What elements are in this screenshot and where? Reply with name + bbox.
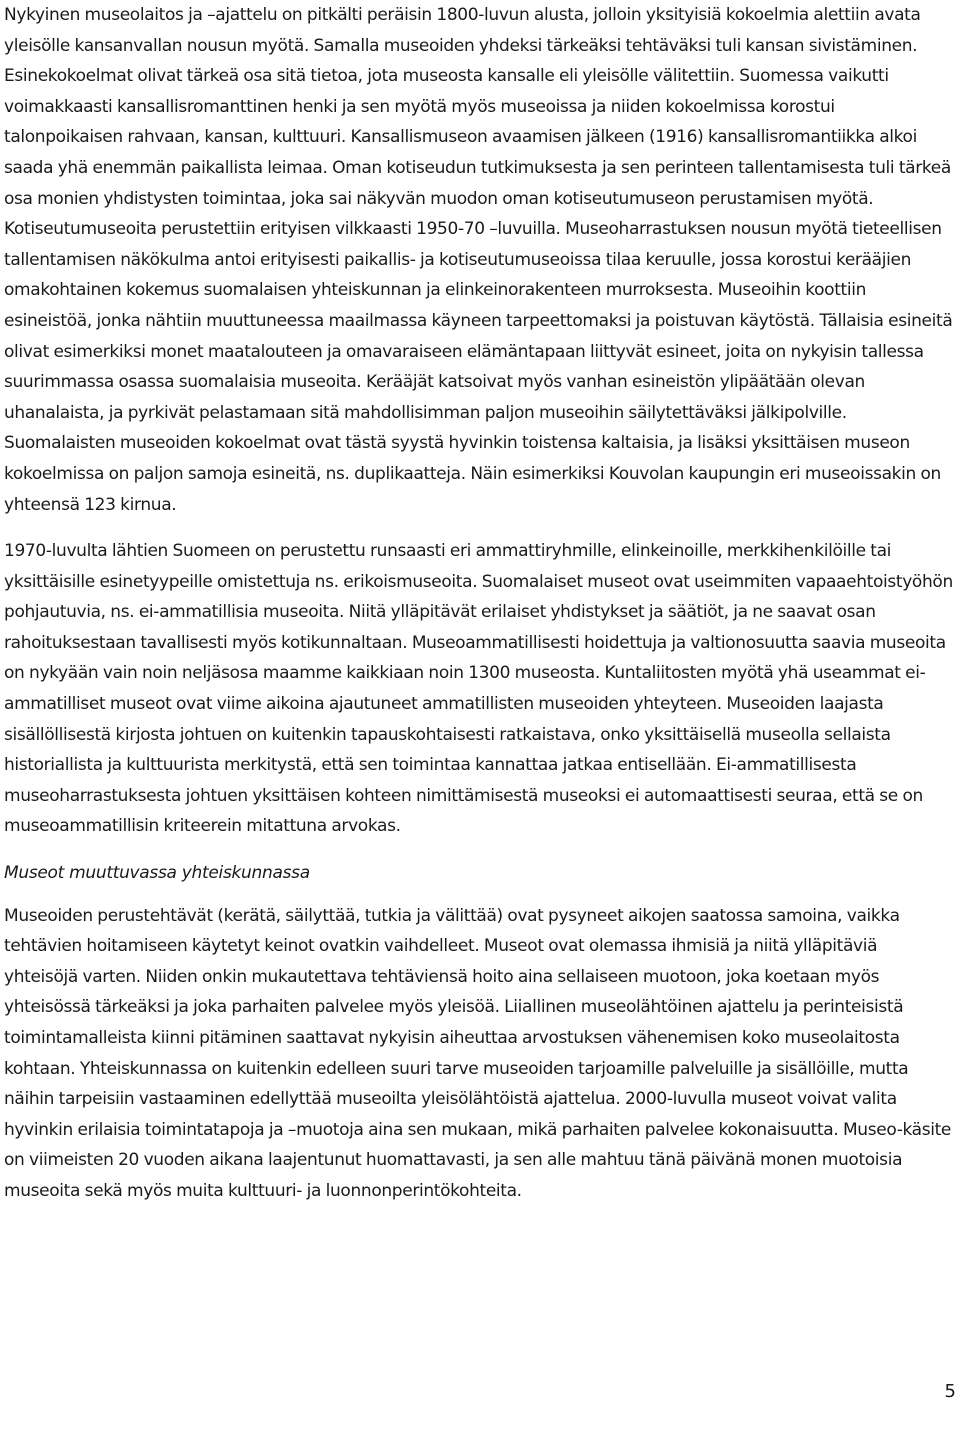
page-number: 5 xyxy=(944,1381,956,1402)
document-page xyxy=(4,0,954,1207)
paragraph-special-museums: 1970-luvulta lähtien Suomeen on perustettu runsaasti eri ammattiryhmille, elinkeinoille, merkkihenkilöille tai yksittäisille esinetyypeille omistettuja ns. erikoismuseoita. Suomalaiset museot ovat useimmiten vapaaehtoistyöhön pohjautuvia, ns. ei-ammatillisia museoita. Niitä ylläpitävät erilaiset yhdistykset ja säätiöt, ja ne saavat osan rahoituksestaan tavallisesti myös kotikunnaltaan. Museoammatillisesti hoidettuja ja valtionosuutta saavia museoita on nykyään vain noin neljäsosa maamme kaikkiaan noin 1300 museosta. Kuntaliitosten myötä yhä useammat ei-ammatilliset museot ovat viime aikoina ajautuneet ammatillisten museoiden yhteyteen. Museoiden laajasta sisällöllisestä kirjosta johtuen on kuitenkin tapauskohtaisesti ratkaistava, onko yksittäisellä museolla sellaista historiallista ja kulttuurista merkitystä, että sen toimintaa kannattaa jatkaa entisellään. Ei-ammatillisesta museoharrastuksesta johtuen yksittäisen kohteen nimittämisestä museoksi ei automaattisesti seuraa, että se on museoammatillisin kriteerein mitattuna arvokas. xyxy=(4,541,953,837)
paragraph-spacer xyxy=(4,520,954,536)
paragraph-museum-history: Nykyinen museolaitos ja –ajattelu on pitkälti peräisin 1800-luvun alusta, jolloin yksityisiä kokoelmia alettiin avata yleisölle kansanvallan nousun myötä. Samalla museoiden yhdeksi tärkeäksi tehtäväksi tuli kansan sivistäminen. Esinekokoelmat olivat tärkeä osa sitä tietoa, jota museosta kansalle eli yleisölle välitettiin. Suomessa vaikutti voimakkaasti kansallisromanttinen henki ja sen myötä myös museoissa ja niiden kokoelmissa korostui talonpoikaisen rahvaan, kansan, kulttuuri. Kansallismuseon avaamisen jälkeen (1916) kansallisromantiikka alkoi saada yhä enemmän paikallista leimaa. Oman kotiseudun tutkimuksesta ja sen perinteen tallentamisesta tuli tärkeä osa monien yhdistysten toimintaa, joka sai näkyvän muodon oman kotiseutumuseon perustamisen myötä. Kotiseutumuseoita perustettiin erityisen vilkkaasti 1950-70 –luvuilla. Museoharrastuksen nousun myötä tieteellisen tallentamisen näkökulma antoi erityisesti paikallis- ja kotiseutumuseoissa tilaa keruulle, jossa korostui kerääjien omakohtainen kokemus suomalaisen yhteiskunnan ja elinkeinorakenteen murroksesta. Museoihin koottiin esineistöä, jonka nähtiin muuttuneessa maailmassa käyneen tarpeettomaksi ja poistuvan käytöstä. Tällaisia esineitä olivat esimerkiksi monet maatalouteen ja omavaraiseen elämäntapaan liittyvät esineet, joita on nykyisin tallessa suurimmassa osassa suomalaisia museoita. Kerääjät katsoivat myös vanhan esineistön ylipäätään olevan uhanalaista, ja pyrkivät pelastamaan sitä mahdollisimman paljon museoihin säilytettäväksi jälkipolville. Suomalaisten museoiden kokoelmat ovat tästä syystä hyvinkin toistensa kaltaisia, ja lisäksi yksittäisen museon kokoelmissa on paljon samoja esineitä, ns. duplikaatteja. Näin esimerkiksi Kouvolan kaupungin eri museoissakin on yhteensä 123 kirnua. xyxy=(4,5,953,515)
paragraph-museum-tasks: Museoiden perustehtävät (kerätä, säilyttää, tutkia ja välittää) ovat pysyneet aikojen saatossa samoina, vaikka tehtävien hoitamiseen käytetyt keinot ovatkin vaihdelleet. Museot ovat olemassa ihmisiä ja niitä ylläpitäviä yhteisöjä varten. Niiden onkin mukautettava tehtäviensä hoito aina sellaiseen muotoon, joka koetaan myös yhteisössä tärkeäksi ja joka parhaiten palvelee myös yleisöä. Liiallinen museolähtöinen ajattelu ja perinteisistä toimintamalleista kiinni pitäminen saattavat nykyisin aiheuttaa arvostuksen vähenemisen koko museolaitosta kohtaan. Yhteiskunnassa on kuitenkin edelleen suuri tarve museoiden tarjoamille palveluille ja sisällöille, mutta näihin tarpeisiin vastaaminen edellyttää museoilta yleisölähtöistä ajattelua. 2000-luvulla museot voivat valita hyvinkin erilaisia toimintatapoja ja –muotoja aina sen mukaan, mikä parhaiten palvelee kokonaisuutta. Museo-käsite on viimeisten 20 vuoden aikana laajentunut huomattavasti, ja sen alle mahtuu tänä päivänä monen muotoisia museoita sekä myös muita kulttuuri- ja luonnonperintökohteita. xyxy=(4,905,952,1201)
paragraph-spacer xyxy=(4,842,954,858)
section-heading: Museot muuttuvassa yhteiskunnassa xyxy=(4,863,310,884)
paragraph-spacer xyxy=(4,889,954,901)
